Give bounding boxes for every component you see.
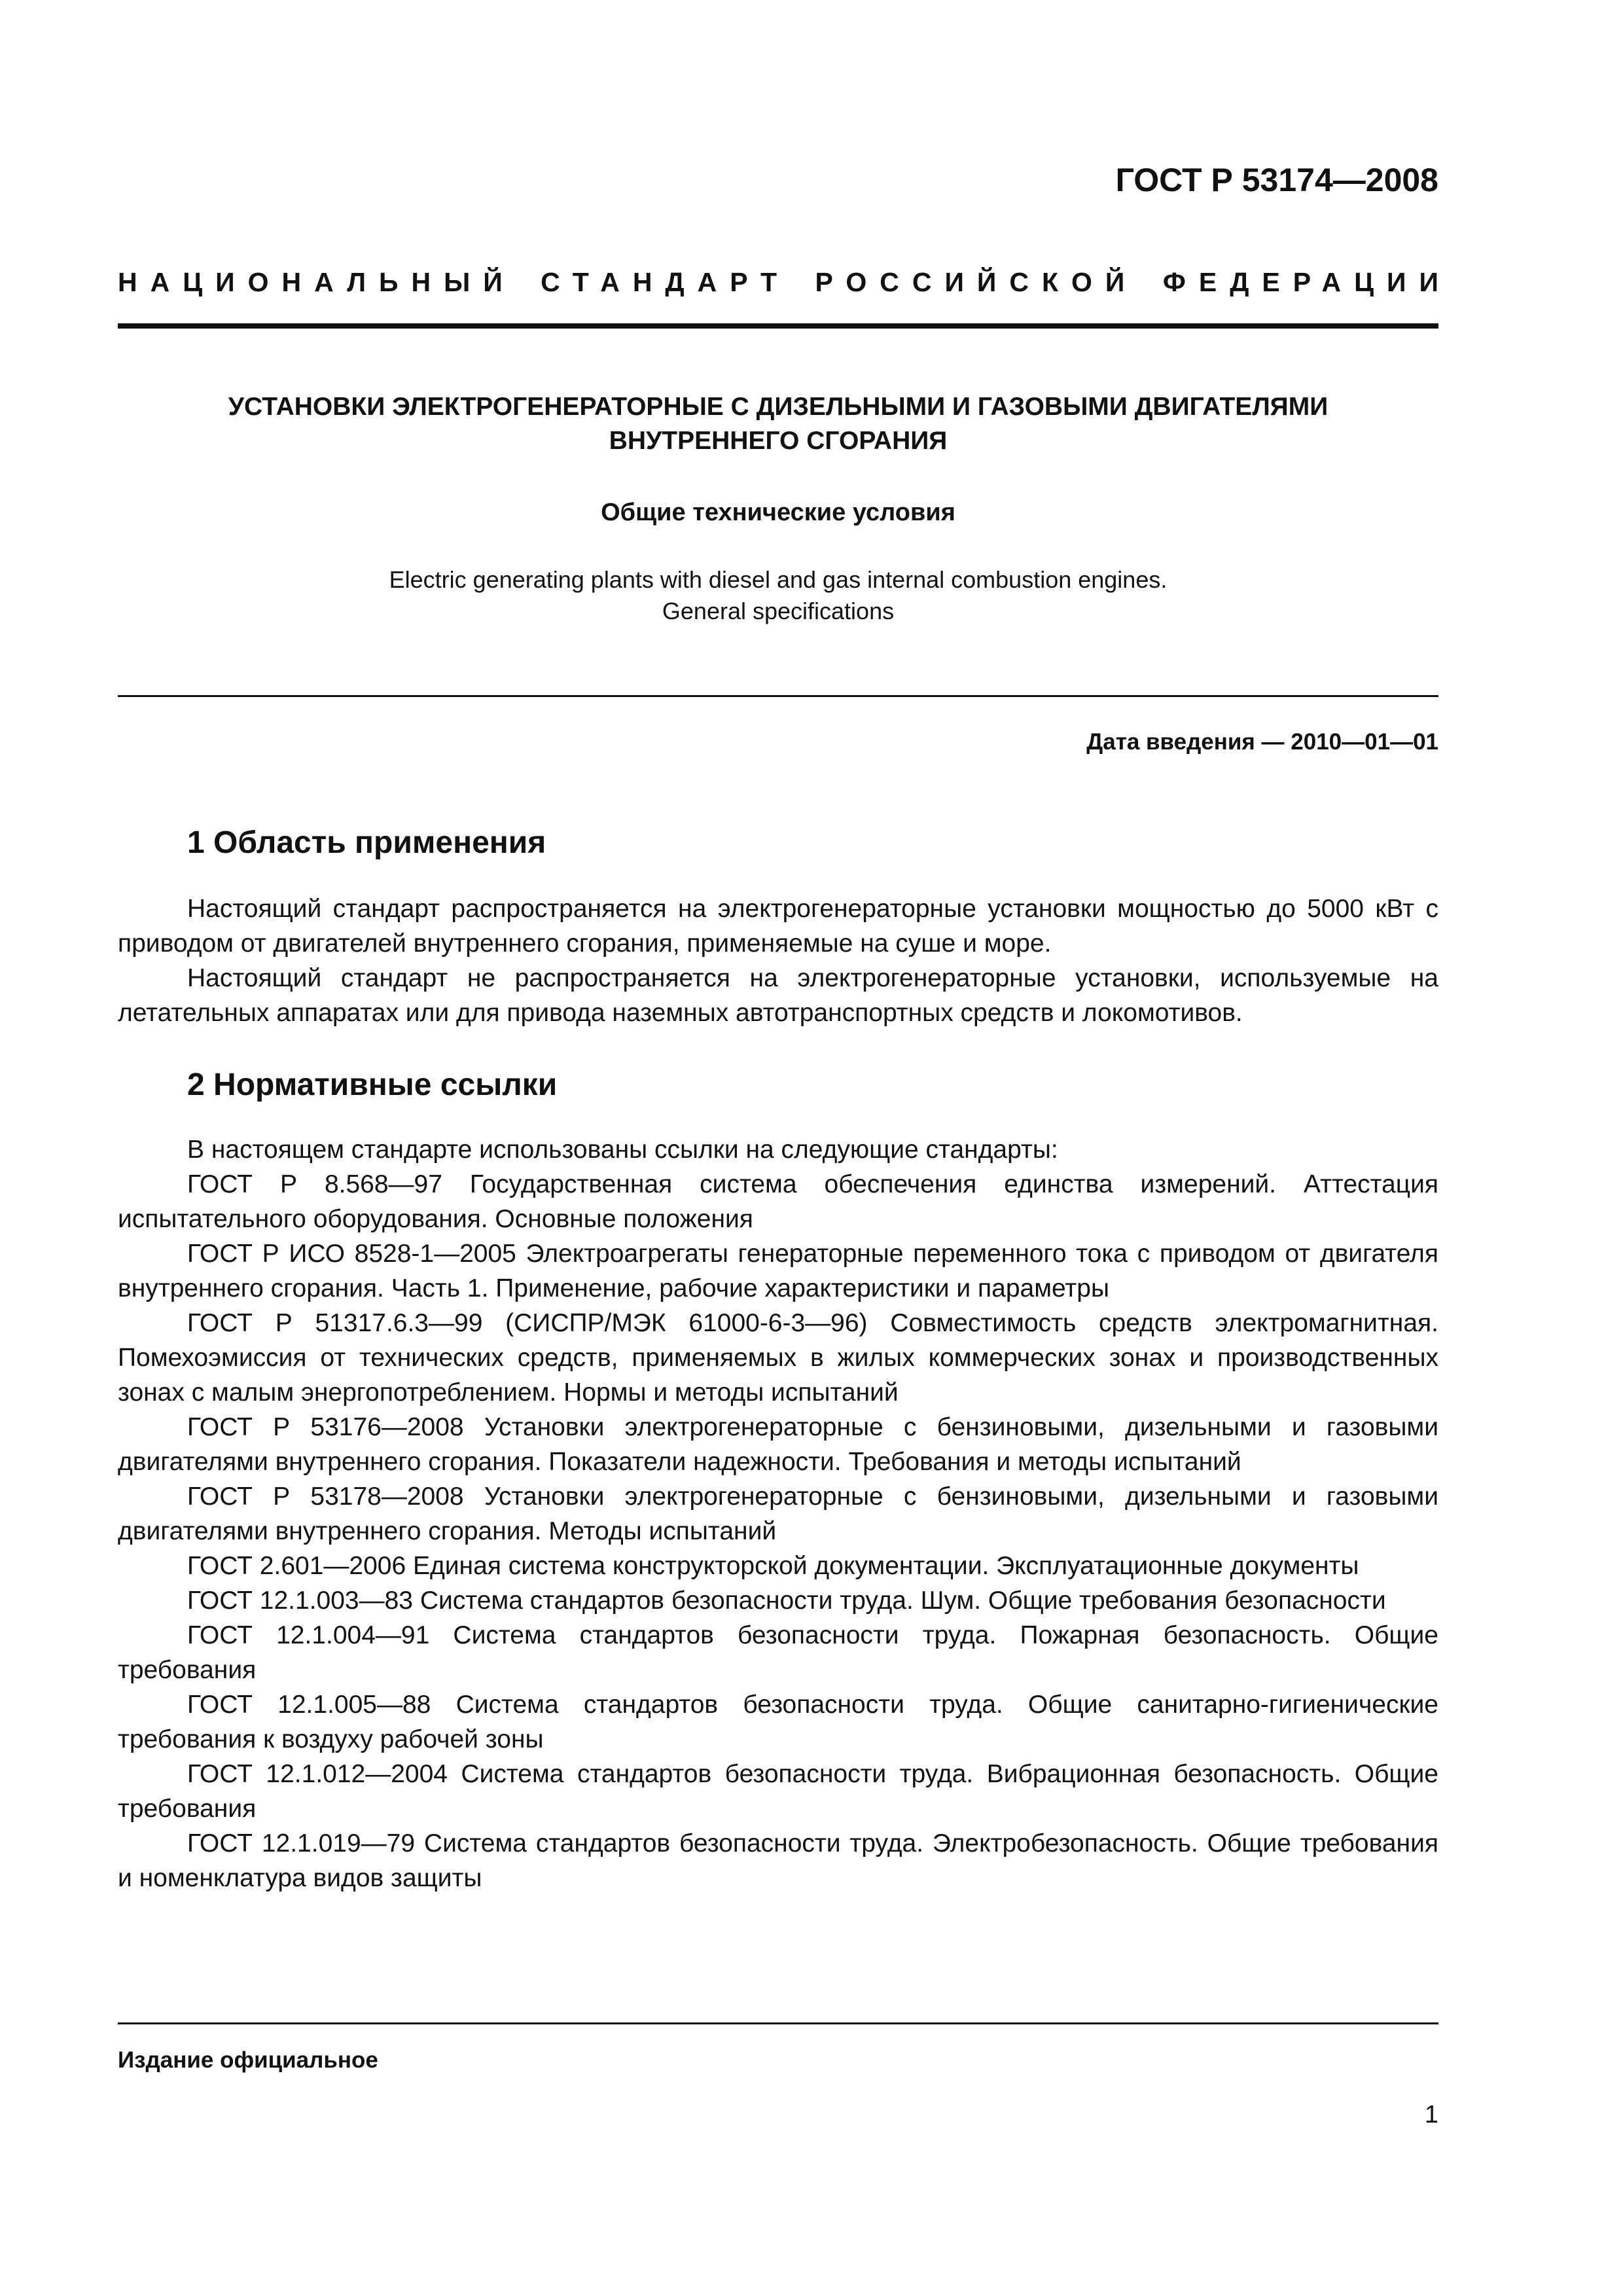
page-number: 1 [1424, 2101, 1438, 2128]
paragraph: Настоящий стандарт распространяется на электрогенераторные установки мощностью до 5000 кВт с приводом от двигателей внутреннего сгорания, применяемые на суше и море. [118, 895, 1438, 958]
section-2-heading: 2 Нормативные ссылки [187, 1067, 558, 1102]
document-title [118, 390, 1438, 458]
reference-item: ГОСТ 12.1.019—79 Система стандартов безопасности труда. Электробезопасность. Общие требования и номенклатура видов защиты [118, 1829, 1438, 1892]
banner-word: НАЦИОНАЛЬНЫЙ [118, 267, 516, 297]
footer-divider [118, 2022, 1438, 2024]
header-divider [118, 323, 1438, 329]
banner-word: СТАНДАРТ [541, 267, 791, 297]
section-1-body [118, 891, 1438, 1030]
paragraph: Настоящий стандарт не распространяется на электрогенераторные установки, используемые на летательных аппаратах или для привода наземных автотранспортных средств и локомотивов. [118, 964, 1438, 1027]
reference-item: ГОСТ Р 51317.6.3—99 (СИСПР/МЭК 61000-6-3—96) Совместимость средств электромагнитная. Помехоэмиссия от технических средств, применяемых в жилых коммерческих зонах и производственных зонах с малым энергопотреблением. Нормы и методы испытаний [118, 1309, 1438, 1407]
paragraph: В настоящем стандарте использованы ссылки на следующие стандарты: [187, 1136, 1058, 1164]
official-edition-label: Издание официальное [118, 2047, 378, 2073]
reference-item: ГОСТ 12.1.004—91 Система стандартов безопасности труда. Пожарная безопасность. Общие требования [118, 1621, 1438, 1684]
title-line: ВНУТРЕННЕГО СГОРАНИЯ [609, 427, 948, 455]
document-subtitle: Общие технические условия [601, 499, 955, 526]
title-line: УСТАНОВКИ ЭЛЕКТРОГЕНЕРАТОРНЫЕ С ДИЗЕЛЬНЫМИ И ГАЗОВЫМИ ДВИГАТЕЛЯМИ [228, 393, 1329, 421]
reference-item: ГОСТ Р ИСО 8528-1—2005 Электроагрегаты генераторные переменного тока с приводом от двигателя внутреннего сгорания. Часть 1. Применение, рабочие характеристики и параметры [118, 1240, 1438, 1302]
reference-item: ГОСТ 12.1.003—83 Система стандартов безопасности труда. Шум. Общие требования безопасности [187, 1587, 1386, 1615]
reference-item: ГОСТ 12.1.012—2004 Система стандартов безопасности труда. Вибрационная безопасность. Общие требования [118, 1760, 1438, 1823]
english-title-line: General specifications [662, 598, 895, 624]
document-number: ГОСТ Р 53174—2008 [1115, 162, 1438, 198]
english-title [118, 564, 1438, 627]
section-1-heading: 1 Область применения [187, 825, 546, 860]
reference-item: ГОСТ Р 53176—2008 Установки электрогенераторные с бензиновыми, дизельными и газовыми двигателями внутреннего сгорания. Показатели надежности. Требования и методы испытаний [118, 1413, 1438, 1476]
reference-item: ГОСТ 2.601—2006 Единая система конструкторской документации. Эксплуатационные документы [187, 1552, 1359, 1580]
banner-word: ФЕДЕРАЦИИ [1162, 267, 1452, 297]
introduction-date: Дата введения — 2010—01—01 [1086, 729, 1438, 755]
title-divider [118, 695, 1438, 697]
reference-item: ГОСТ Р 53178—2008 Установки электрогенераторные с бензиновыми, дизельными и газовыми двигателями внутреннего сгорания. Методы испытаний [118, 1482, 1438, 1545]
reference-item: ГОСТ Р 8.568—97 Государственная система обеспечения единства измерений. Аттестация испытательного оборудования. Основные положения [118, 1170, 1438, 1233]
english-title-line: Electric generating plants with diesel and gas internal combustion engines. [389, 566, 1168, 593]
national-standard-banner [118, 267, 1452, 298]
banner-word: РОССИЙСКОЙ [815, 267, 1138, 297]
reference-item: ГОСТ 12.1.005—88 Система стандартов безопасности труда. Общие санитарно-гигиенические требования к воздуху рабочей зоны [118, 1691, 1438, 1753]
section-2-body [118, 1132, 1438, 1895]
